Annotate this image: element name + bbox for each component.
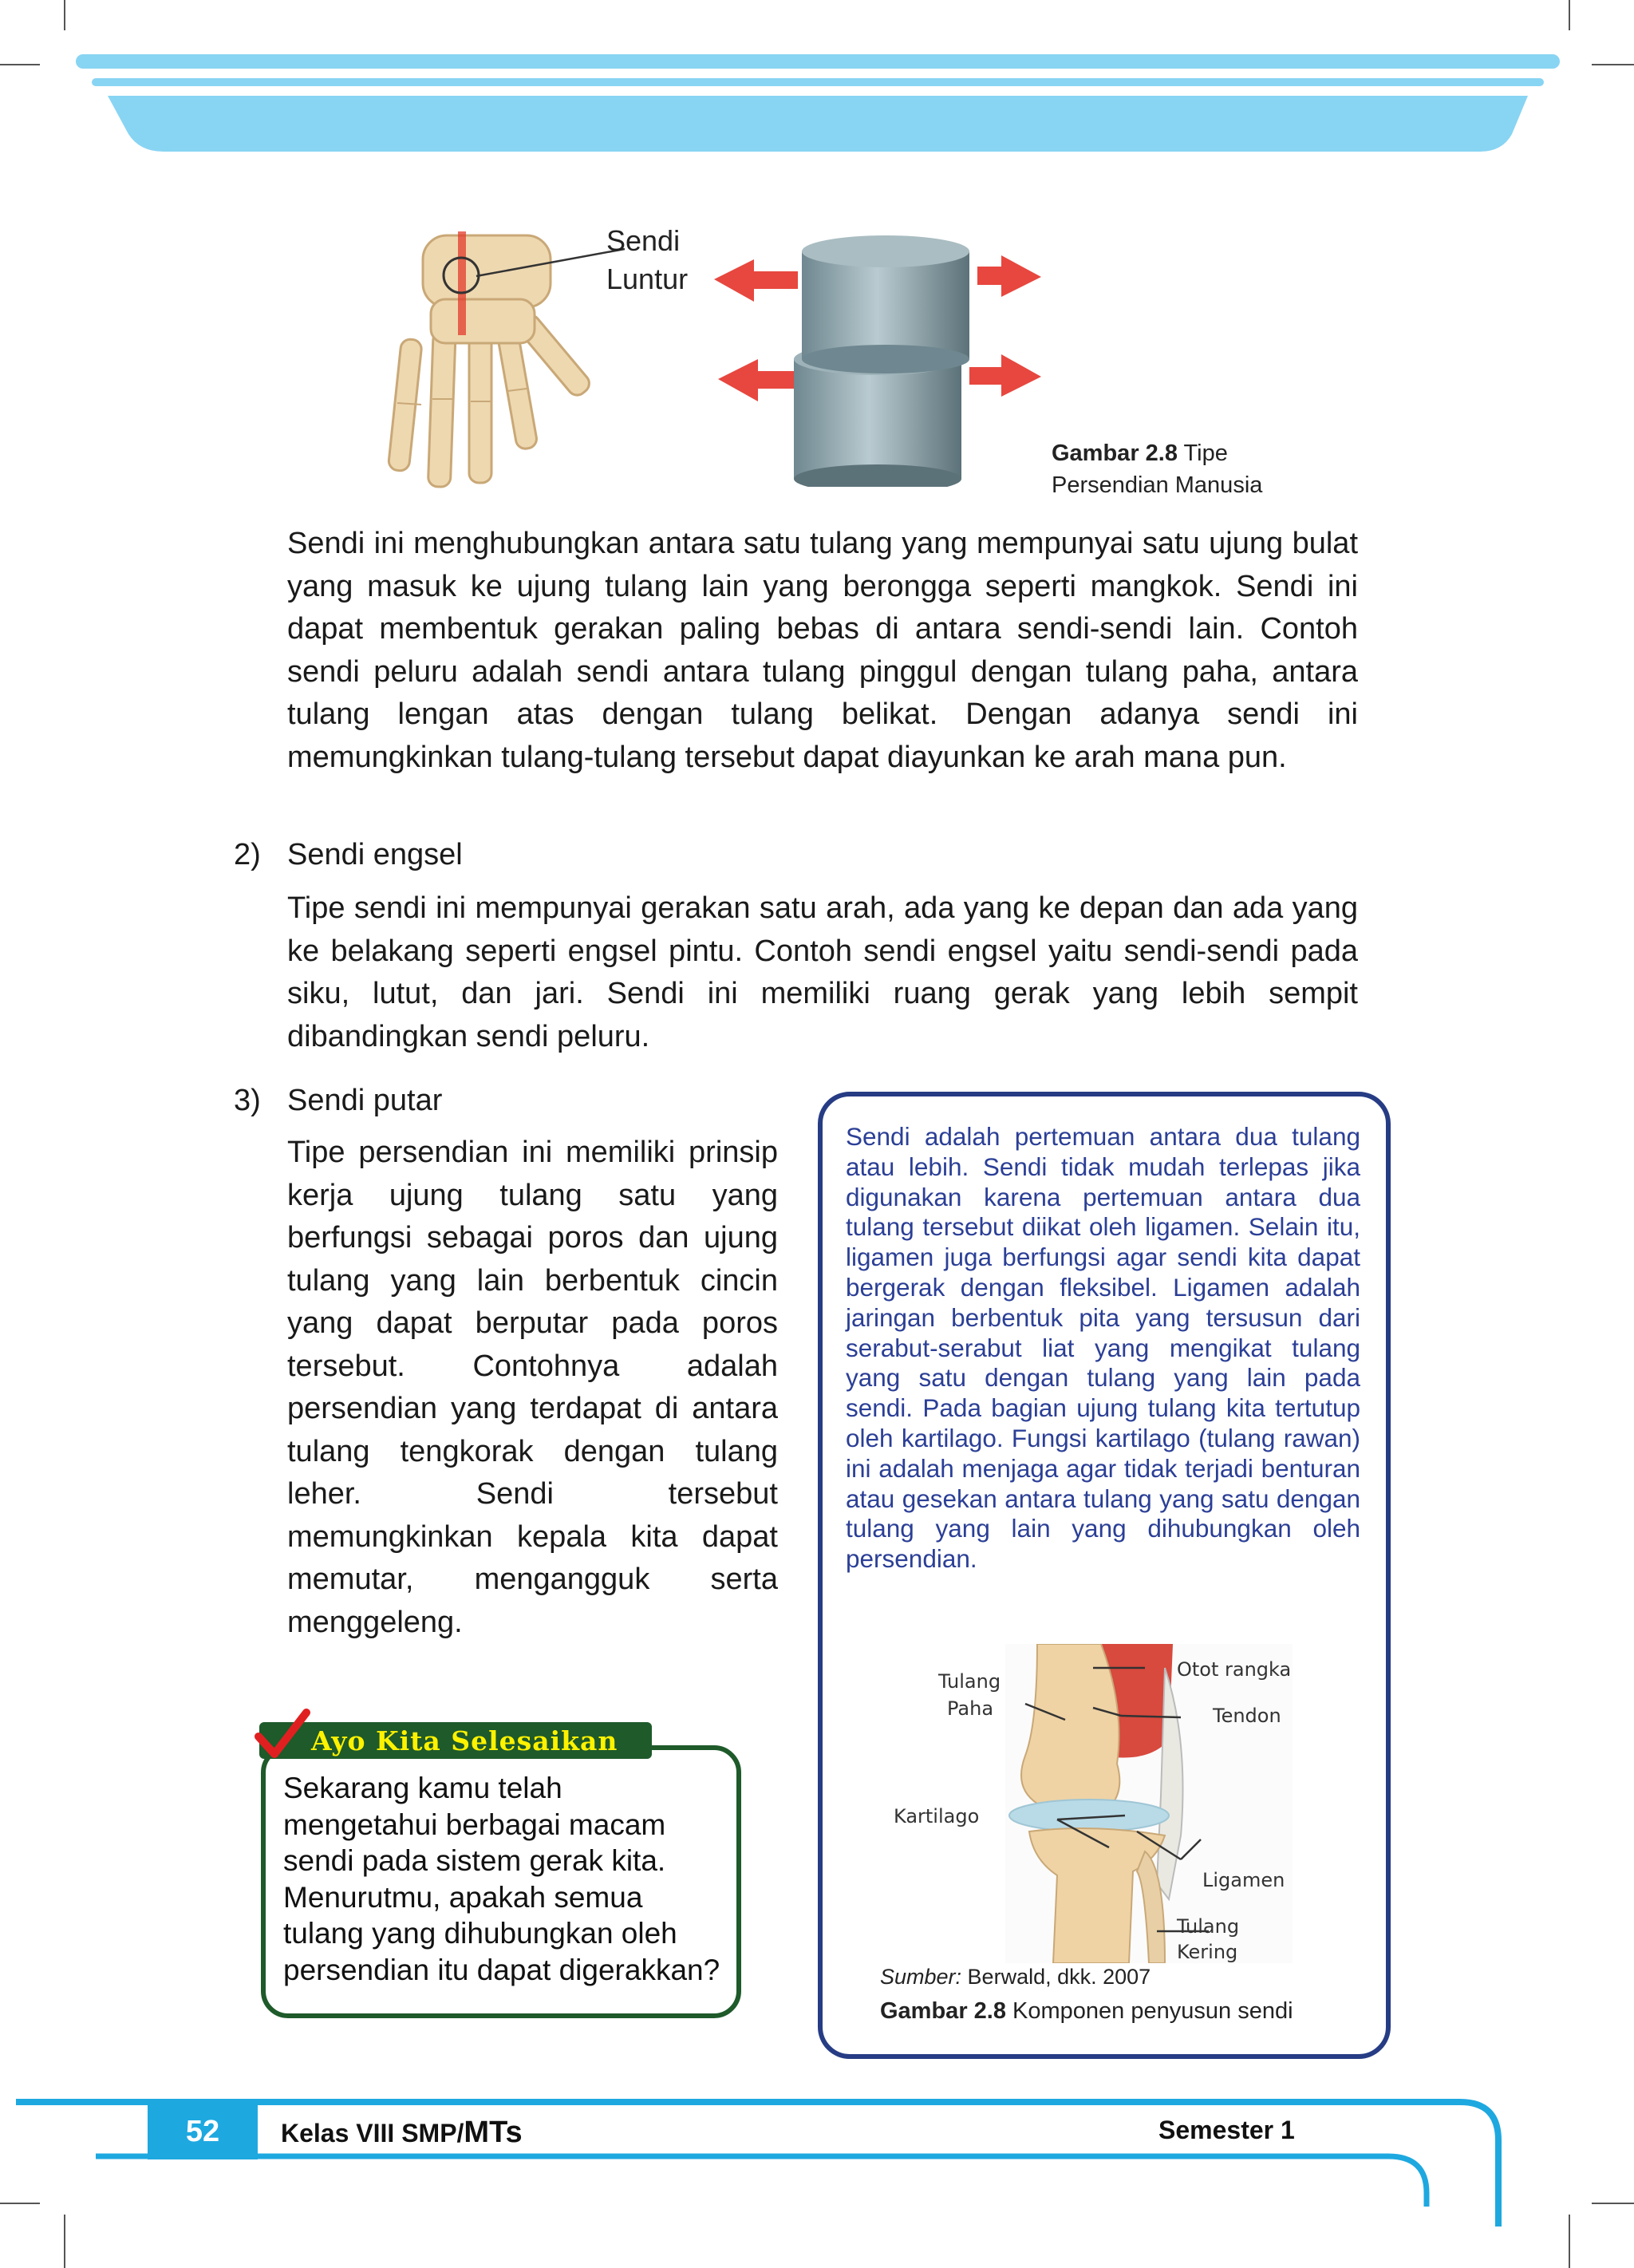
- item2-title: Sendi engsel: [287, 838, 463, 871]
- crop-mark: [64, 0, 65, 30]
- activity-title: Ayo Kita Selesaikan: [311, 1725, 618, 1756]
- sliding-joint-image: [714, 223, 1041, 487]
- activity-line: sendi pada sistem gerak kita.: [283, 1844, 666, 1877]
- label-luntur: Luntur: [606, 263, 689, 295]
- info-box-text: Sendi adalah pertemuan antara dua tulang atau lebih. Sendi tidak mudah terlepas jika digunakan karena pertemuan antara dua tulang tersebut diikat oleh ligamen. Selain itu, ligamen juga berfungsi agar sendi kita dapat bergerak dengan fleksibel. Ligamen adalah jaringan berbentuk pita yang tersusun dari serabut-serabut liat yang mengikat tulang yang satu dengan tulang yang lain pada sendi. Pada bagian ujung tulang kita tertutup oleh kartilago. Fungsi kartilago (tulang rawan) ini adalah menjaga agar tidak terjadi benturan atau gesekan antara tulang yang satu dengan tulang yang lain yang dihubungkan oleh persendian.: [846, 1122, 1360, 1574]
- label-sendi: Sendi: [606, 224, 681, 257]
- label-otot-rangka: Otot rangka: [1177, 1658, 1292, 1681]
- caption-bold: Gambar 2.8: [880, 1998, 1006, 2024]
- paragraph-sendi-engsel: Tipe sendi ini mempunyai gerakan satu arah, ada yang ke depan dan ada yang ke belakang seperti engsel pintu. Contoh sendi engsel yaitu sendi-sendi pada siku, lutut, dan jari. Sendi ini memiliki ruang gerak yang lebih sempit dibandingkan sendi peluru.: [287, 891, 1358, 1053]
- activity-line: Sekarang kamu telah: [283, 1772, 562, 1804]
- checkmark-icon: [254, 1708, 311, 1764]
- header-band: [76, 54, 1560, 154]
- item2-number: 2): [234, 838, 261, 871]
- label-kartilago: Kartilago: [894, 1805, 980, 1827]
- activity-line: mengetahui berbagai macam: [283, 1808, 666, 1841]
- label-tulang-kering-1: Tulang: [1177, 1915, 1240, 1938]
- activity-text: [283, 1770, 720, 1988]
- crop-mark: [1592, 2203, 1634, 2204]
- label-tendon: Tendon: [1213, 1705, 1281, 1727]
- footer-class: [281, 2116, 523, 2150]
- label-tulang-kering-2: Kering: [1177, 1941, 1238, 1963]
- paragraph-sendi-putar: Tipe persendian ini memiliki prinsip kerja ujung tulang satu yang berfungsi sebagai poros dan ujung tulang yang lain berbentuk cincin yang dapat berputar pada poros tersebut. Contohnya adalah persendian yang terdapat di antara tulang tengkorak dengan tulang leher. Sendi tersebut memungkinkan kepala kita dapat memutar, mengangguk serta menggeleng.: [287, 1136, 778, 1639]
- caption-bold: Gambar 2.8: [1052, 441, 1178, 466]
- source-italic: Sumber:: [880, 1965, 962, 1989]
- crop-mark: [0, 64, 40, 65]
- activity-line: Menurutmu, apakah semua: [283, 1880, 643, 1914]
- pointer-line: [475, 247, 626, 279]
- footer-class-text: Kelas VIII SMP/: [281, 2119, 464, 2147]
- item3-number: 3): [234, 1084, 261, 1117]
- label-tulang-paha-2: Paha: [947, 1697, 994, 1720]
- source-rest: Berwald, dkk. 2007: [961, 1965, 1151, 1989]
- figure-caption-top-line2: Persendian Manusia: [1052, 472, 1263, 498]
- activity-line: tulang yang dihubungkan oleh: [283, 1917, 677, 1950]
- knee-label-lines: [997, 1660, 1308, 1947]
- page-number: 52: [185, 2115, 220, 2148]
- item3-title: Sendi putar: [287, 1084, 443, 1117]
- crop-mark: [1569, 0, 1570, 30]
- label-tulang-paha-1: Tulang: [938, 1670, 1001, 1693]
- figure-source: [880, 1963, 1151, 1990]
- paragraph-sendi-peluru: Sendi ini menghubungkan antara satu tulang yang mempunyai satu ujung bulat yang masuk ke ujung tulang lain yang berongga seperti mangkok. Sendi ini dapat membentuk gerakan paling bebas di antara sendi-sendi lain. Contoh sendi peluru adalah sendi antara tulang pinggul dengan tulang paha, antara tulang lengan atas dengan tulang belikat. Dengan adanya sendi ini memungkinkan tulang-tulang tersebut dapat diayunkan ke arah mana pun.: [287, 527, 1358, 774]
- footer-semester: Semester 1: [1158, 2116, 1295, 2144]
- activity-line: persendian itu dapat digerakkan?: [283, 1953, 720, 1986]
- caption-rest: Komponen penyusun sendi: [1005, 1998, 1293, 2024]
- label-ligamen: Ligamen: [1202, 1869, 1285, 1891]
- footer-mts: MTs: [464, 2116, 523, 2149]
- crop-mark: [1592, 64, 1634, 65]
- figure-caption-bottom: [880, 1995, 1293, 2027]
- caption-rest: Tipe: [1177, 441, 1228, 466]
- figure-caption-top: [1052, 437, 1228, 469]
- crop-mark: [1569, 2215, 1570, 2268]
